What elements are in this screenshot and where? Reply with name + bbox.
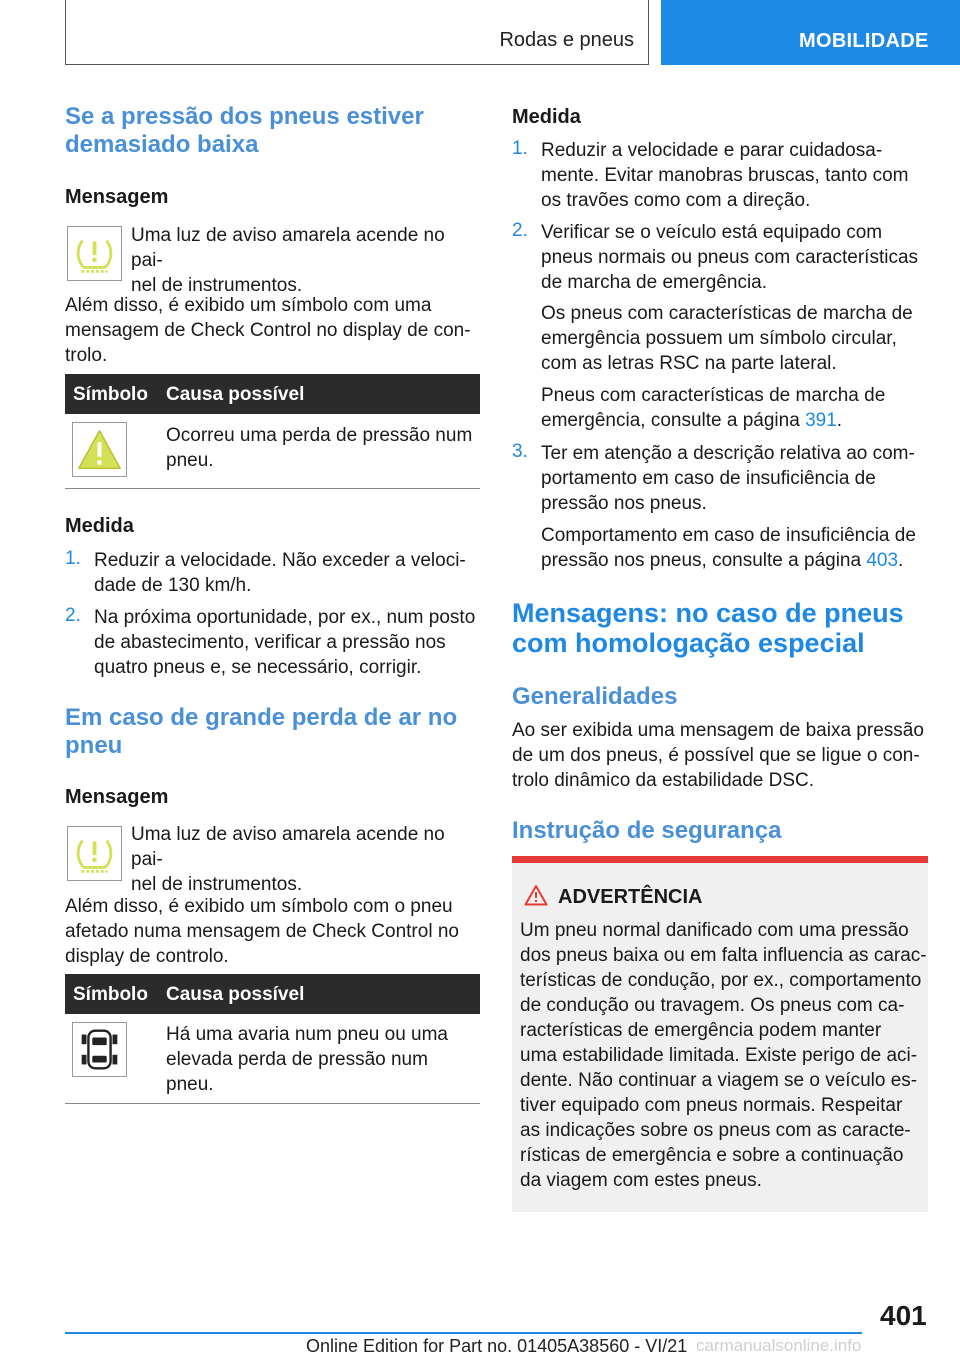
page-link-403[interactable]: 403 <box>866 550 899 571</box>
header-chapter-tab <box>661 0 960 65</box>
table-1-cause-text: Ocorreu uma perda de pressão num pneu. <box>166 425 473 471</box>
car-tire-damage-icon <box>72 1022 127 1077</box>
tire-pressure-warning-icon <box>67 826 122 881</box>
generalities-heading: Generalidades <box>512 683 678 710</box>
measure-1-num-1: 1. <box>65 548 81 569</box>
header-section-title: Rodas e pneus <box>499 29 634 51</box>
measure-2-item-1: Reduzir a velocidade e parar cuidadosa- mente. Evitar manobras bruscas, tanto com os travões como com a direção. <box>541 140 909 211</box>
table-1-col-symbol: Símbolo <box>73 384 148 405</box>
message-1-paragraph: Além disso, é exibido um símbolo com uma mensagem de Check Control no display de con- trolo. <box>65 295 471 366</box>
safety-heading: Instrução de segurança <box>512 817 782 844</box>
footer-edition: Online Edition for Part no. 01405A38560 - VI/21 <box>306 1336 688 1356</box>
measure-label-1: Medida <box>65 515 134 537</box>
message-label-1: Mensagem <box>65 186 169 208</box>
table-1-bottom-rule <box>65 488 480 489</box>
measure-2-item-2: Verificar se o veículo está equipado com pneus normais ou pneus com características de marcha de emergência. <box>541 222 919 293</box>
generalities-text: Ao ser exibida uma mensagem de baixa pressão de um dos pneus, é possível que se ligue o con- trolo dinâmico da estabilidade DSC. <box>512 720 924 791</box>
measure-1-item-1: Reduzir a velocidade. Não exceder a veloci- dade de 130 km/h. <box>94 550 466 596</box>
measure-2-num-2: 2. <box>512 220 528 241</box>
warning-text: Um pneu normal danificado com uma pressão dos pneus baixa ou em falta influencia as carac- terísticas de condução, por ex., comportamento de condução ou travagem. Os pneus com ca- racterísticas de emergência podem manter uma estabilidade limitada. Existe perigo de aci- dente. Não continuar a viagem se o veículo es- tiver equipado com pneus normais. Respeitar as indicações sobre os pneus com as caracte- rísticas de emergência e sobre a continuação da viagem com estes pneus. <box>520 920 927 1191</box>
table-1-header <box>65 374 480 414</box>
table-1-col-cause: Causa possível <box>166 384 305 405</box>
warning-triangle-icon <box>524 884 548 906</box>
footer-rule <box>65 1332 862 1334</box>
measure-2-item-2-note-rsc: Os pneus com características de marcha de emergência possuem um símbolo circular, com as letras RSC na parte lateral. <box>541 303 913 374</box>
table-2-col-symbol: Símbolo <box>73 984 148 1005</box>
page-link-391[interactable]: 391 <box>805 410 837 431</box>
table-2-header <box>65 974 480 1014</box>
header-chapter-label: MOBILIDADE <box>799 30 929 52</box>
measure-2-item-3: Ter em atenção a descrição relativa ao com- portamento em caso de insuficiência de pressão nos pneus. <box>541 443 915 514</box>
measure-2-num-3: 3. <box>512 441 528 462</box>
tire-pressure-warning-icon <box>67 226 122 281</box>
section-title-special-tires: Mensagens: no caso de pneus com homologação especial <box>512 598 904 658</box>
table-2-bottom-rule <box>65 1103 480 1104</box>
measure-2-num-1: 1. <box>512 138 528 159</box>
message-2-paragraph: Além disso, é exibido um símbolo com o pneu afetado numa mensagem de Check Control no display de controlo. <box>65 896 459 967</box>
warning-triangle-icon <box>72 422 127 477</box>
page-number: 401 <box>880 1300 927 1331</box>
measure-label-2: Medida <box>512 106 581 128</box>
measure-1-item-2: Na próxima oportunidade, por ex., num posto de abastecimento, verificar a pressão nos quatro pneus e, se necessário, corrigir. <box>94 607 476 678</box>
section-title-large-loss: Em caso de grande perda de ar no pneu <box>65 704 458 759</box>
message-1-text: Uma luz de aviso amarela acende no pai- nel de instrumentos. <box>131 225 445 296</box>
message-2-text: Uma luz de aviso amarela acende no pai- nel de instrumentos. <box>131 824 445 895</box>
message-label-2: Mensagem <box>65 786 169 808</box>
warning-title: ADVERTÊNCIA <box>558 886 703 908</box>
warning-box <box>512 856 928 1212</box>
section-title-low-pressure: Se a pressão dos pneus estiver demasiado baixa <box>65 103 424 158</box>
footer-watermark: carmanualsonline.info <box>696 1336 862 1355</box>
header-section-box <box>65 0 649 65</box>
measure-2-item-2-note-ref: Pneus com características de marcha de emergência, consulte a página 391. <box>541 385 886 431</box>
measure-1-num-2: 2. <box>65 605 81 626</box>
table-2-col-cause: Causa possível <box>166 984 305 1005</box>
warning-bar <box>512 856 928 863</box>
table-2-cause-text: Há uma avaria num pneu ou uma elevada perda de pressão num pneu. <box>166 1024 448 1095</box>
measure-2-item-3-note-ref: Comportamento em caso de insuficiência de pressão nos pneus, consulte a página 403. <box>541 525 916 571</box>
